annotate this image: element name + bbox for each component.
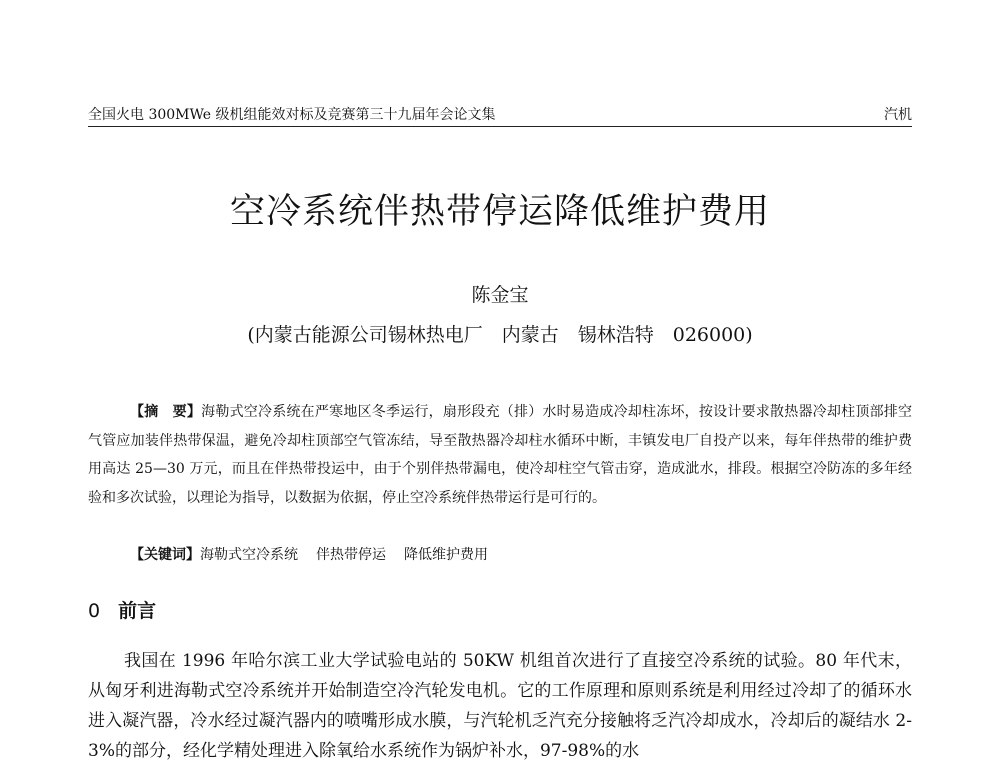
abstract-label: 【摘 要】 [130,404,202,420]
header-category: 汽机 [884,107,912,123]
keywords-label: 【关键词】 [130,547,200,563]
section-heading [88,598,156,624]
section-number: 0 [88,600,101,622]
keyword-item: 海勒式空冷系统 [200,547,298,563]
abstract [88,398,912,512]
author-name: 陈金宝 [471,284,529,306]
author-affiliation: (内蒙古能源公司锡林热电厂 内蒙古 锡林浩特 026000) [247,324,753,346]
running-header [88,104,912,127]
keyword-item: 伴热带停运 [316,547,386,563]
abstract-text: 海勒式空冷系统在严寒地区冬季运行，扇形段充（排）水时易造成冷却柱冻坏，按设计要求散热器冷却柱顶部排空气管应加装伴热带保温，避免冷却柱顶部空气管冻结，导至散热器冷却柱水循环中断，丰镇发电厂自投产以来，每年伴热带的维护费用高达 25—30 万元，而且在伴热带投运中，由于个别伴热带漏电，使冷却柱空气管击穿，造成泚水，排段。根据空冷防冻的多年经验和多次试验，以理论为指导，以数据为依据，停止空冷系统伴热带运行是可行的。 [88,404,913,506]
paper-title: 空冷系统伴热带停运降低维护费用 [229,192,770,232]
body-paragraph: 我国在 1996 年哈尔滨工业大学试验电站的 50KW 机组首次进行了直接空冷系统的试验。80 年代末，从匈牙利进海勒式空冷系统并开始制造空冷汽轮发电机。它的工作原理和原则系统是利用经过冷却了的循环水进入凝汽器，冷水经过凝汽器内的喷嘴形成水膜，与汽轮机乏汽充分接触将乏汽冷却成水，冷却后的凝结水 2-3%的部分，经化学精处理进入除氧给水系统作为锅炉补水，97-98%的水 [88,651,912,761]
keywords [130,541,912,569]
keyword-item: 降低维护费用 [404,547,488,563]
header-proceedings-title: 全国火电 300MWe 级机组能效对标及竞赛第三十九届年会论文集 [88,107,496,123]
section-title: 前言 [118,600,157,622]
